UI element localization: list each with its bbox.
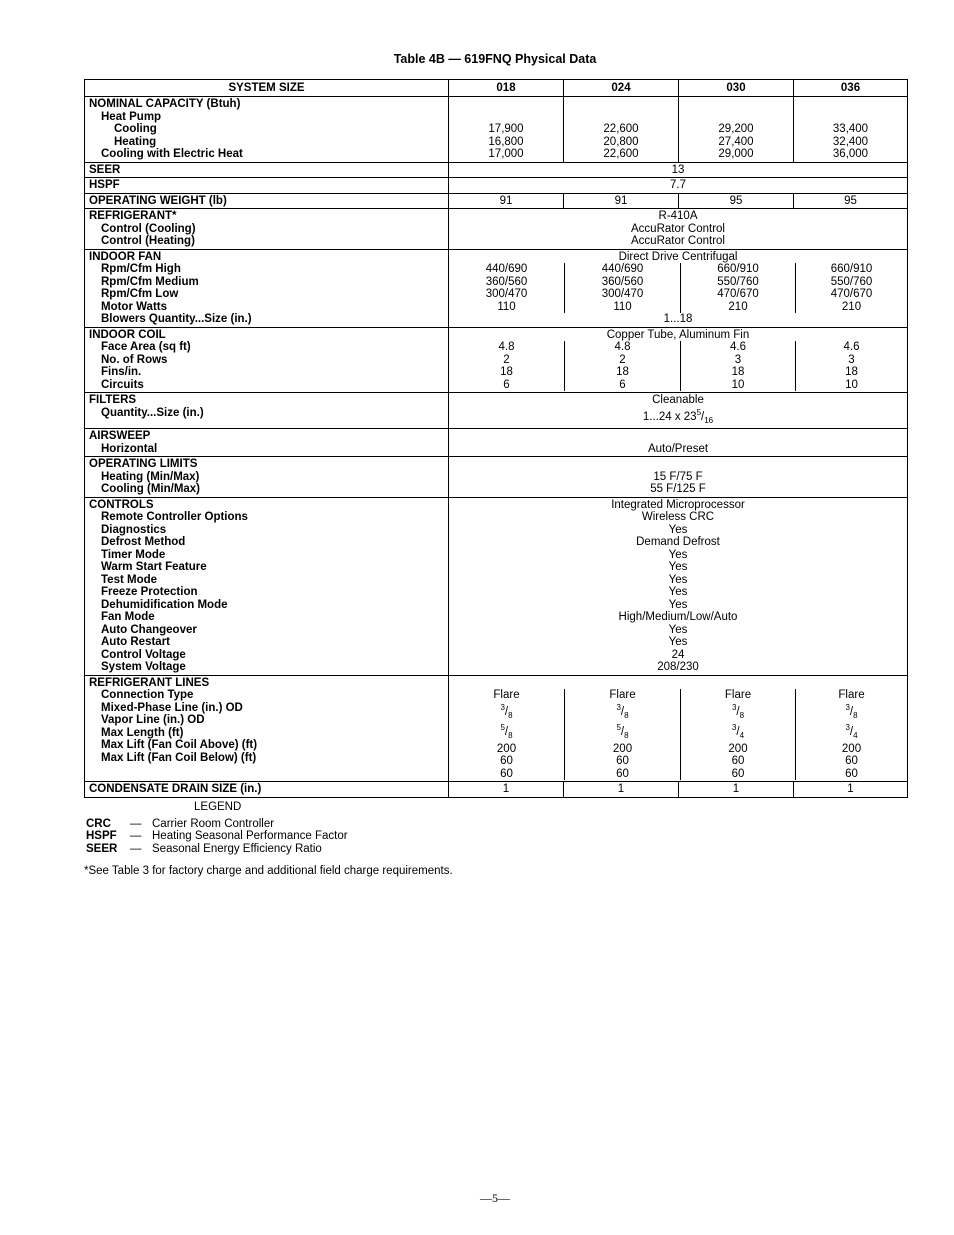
control-heating-value: AccuRator Control xyxy=(631,235,725,247)
table-title: Table 4B — 619FNQ Physical Data xyxy=(393,52,597,66)
indoor-fan-title: INDOOR FAN xyxy=(89,250,162,263)
rows-label: No. of Rows xyxy=(101,353,168,366)
weight-value: 91 xyxy=(564,193,679,209)
legend-item xyxy=(86,818,348,831)
control-heating-label: Control (Heating) xyxy=(101,235,195,247)
vapor-value: $^5/_8$ xyxy=(616,723,629,741)
filters-title: FILTERS xyxy=(89,394,137,406)
lift-above-label: Max Lift (Fan Coil Above) (ft) xyxy=(101,739,258,752)
system-size-header: SYSTEM SIZE xyxy=(85,80,449,97)
size-036-header: 036 xyxy=(794,80,908,97)
control-item-label: Control Voltage xyxy=(101,648,186,661)
face-area-label: Face Area (sq ft) xyxy=(101,341,191,353)
lift-below-value: 60 xyxy=(500,767,513,780)
capacity-heating-value: 27,400 xyxy=(718,135,754,148)
coil-value: 18 xyxy=(616,366,629,378)
legend-abbr: SEER xyxy=(86,842,118,855)
nominal-capacity-row xyxy=(85,97,908,163)
legend-title: LEGEND xyxy=(194,801,242,813)
legend-abbr: HSPF xyxy=(86,830,117,842)
mixed-phase-value: $^3/_8$ xyxy=(731,702,745,720)
airsweep-title: AIRSWEEP xyxy=(89,430,151,443)
condensate-value: 1 xyxy=(794,782,908,798)
control-item-value: 208/230 xyxy=(657,661,699,674)
control-item-label: Defrost Method xyxy=(101,536,186,549)
fan-value: 470/670 xyxy=(830,288,873,300)
fan-value: 210 xyxy=(728,300,748,313)
fan-low-label: Rpm/Cfm Low xyxy=(101,288,179,300)
connection-type-label: Connection Type xyxy=(101,689,194,702)
connection-value: Flare xyxy=(724,689,752,702)
seer-row xyxy=(85,162,908,178)
lift-below-label: Max Lift (Fan Coil Below) (ft) xyxy=(101,751,257,764)
fan-medium-label: Rpm/Cfm Medium xyxy=(101,275,199,288)
operating-limits-title: OPERATING LIMITS xyxy=(89,458,198,471)
fan-value: 660/910 xyxy=(717,263,759,275)
capacity-electric-value: 17,000 xyxy=(488,148,524,160)
capacity-electric-value: 22,600 xyxy=(603,148,639,160)
capacity-electric-value: 36,000 xyxy=(832,148,869,160)
capacity-heating-value: 16,800 xyxy=(488,135,524,148)
vapor-line-label: Vapor Line (in.) OD xyxy=(101,714,205,727)
control-item-value: Yes xyxy=(668,598,688,611)
control-item-value: Yes xyxy=(668,523,688,536)
fan-value: 210 xyxy=(841,300,862,313)
control-item-label: Remote Controller Options xyxy=(101,511,248,524)
control-item-value: Yes xyxy=(668,561,688,574)
capacity-cooling-value: 29,200 xyxy=(718,123,754,135)
cooling-label: Cooling xyxy=(114,123,157,135)
fan-value: 550/760 xyxy=(717,275,759,288)
hspf-label: HSPF xyxy=(89,179,120,191)
refrigerant-lines-row xyxy=(85,675,908,782)
coil-value: 18 xyxy=(845,366,858,378)
condensate-row xyxy=(85,782,908,798)
indoor-fan-row xyxy=(85,249,908,327)
capacity-cooling-value: 33,400 xyxy=(832,123,869,135)
lift-below-value: 60 xyxy=(616,767,629,780)
control-cooling-value: AccuRator Control xyxy=(631,222,725,235)
legend-item xyxy=(86,830,348,843)
max-length-value: 200 xyxy=(496,742,517,755)
lift-above-value: 60 xyxy=(731,755,745,768)
control-item-value: Wireless CRC xyxy=(641,511,715,524)
coil-value: 18 xyxy=(731,366,745,378)
connection-value: Flare xyxy=(493,689,520,702)
legend-dash: — xyxy=(130,817,142,830)
condensate-value: 1 xyxy=(679,782,794,798)
coil-value: 3 xyxy=(734,353,742,366)
condensate-label: CONDENSATE DRAIN SIZE (in.) xyxy=(89,783,262,796)
control-item-value: Yes xyxy=(668,623,688,636)
airsweep-row xyxy=(85,429,908,457)
capacity-heating-value: 32,400 xyxy=(832,135,869,148)
physical-data-table xyxy=(84,79,908,798)
coil-value: 4.6 xyxy=(730,341,746,353)
refrigerant-lines-title: REFRIGERANT LINES xyxy=(89,676,210,689)
control-item-label: Dehumidification Mode xyxy=(101,598,228,611)
capacity-electric-value: 29,000 xyxy=(718,148,754,160)
control-item-value: High/Medium/Low/Auto xyxy=(618,611,738,624)
limits-heating-value: 15 F/75 F xyxy=(653,470,703,483)
legend-dash: — xyxy=(130,842,142,855)
fan-value: 470/670 xyxy=(717,288,759,300)
filter-size: 1...24 x $23^5/_{16}$ xyxy=(642,407,714,425)
mixed-phase-value: $^3/_8$ xyxy=(845,702,858,720)
electric-heat-label: Cooling with Electric Heat xyxy=(101,148,243,160)
fan-value: 300/470 xyxy=(601,288,644,300)
coil-value: 3 xyxy=(848,353,855,366)
size-018-header: 018 xyxy=(449,80,564,97)
weight-value: 95 xyxy=(794,193,908,209)
footnote: *See Table 3 for factory charge and additional field charge requirements. xyxy=(84,865,453,877)
motor-watts-label: Motor Watts xyxy=(101,300,168,313)
limits-cooling-label: Cooling (Min/Max) xyxy=(101,483,201,496)
control-item-value: Yes xyxy=(668,636,688,649)
limits-cooling-value: 55 F/125 F xyxy=(650,483,706,496)
operating-weight-row xyxy=(85,193,908,209)
weight-value: 95 xyxy=(679,193,794,209)
lift-below-value: 60 xyxy=(731,767,745,780)
filter-qty-label: Quantity...Size (in.) xyxy=(101,406,204,419)
operating-limits-row xyxy=(85,457,908,498)
refrigerant-type: R-410A xyxy=(658,210,698,222)
header-row xyxy=(85,80,908,97)
vapor-value: $^3/_4$ xyxy=(731,723,745,741)
legend xyxy=(86,801,348,855)
mixed-phase-value: $^3/_8$ xyxy=(616,702,629,720)
condensate-value: 1 xyxy=(564,782,679,798)
size-024-header: 024 xyxy=(564,80,679,97)
refrigerant-row xyxy=(85,209,908,250)
coil-value: 10 xyxy=(731,378,745,391)
control-item-label: Warm Start Feature xyxy=(101,561,207,574)
control-item-label: Fan Mode xyxy=(101,611,155,624)
legend-text: Heating Seasonal Performance Factor xyxy=(152,830,348,842)
control-item-value: Yes xyxy=(668,548,688,561)
coil-value: 10 xyxy=(845,378,858,391)
operating-weight-label: OPERATING WEIGHT (lb) xyxy=(89,194,227,207)
coil-value: 2 xyxy=(619,353,626,366)
weight-value: 91 xyxy=(449,193,564,209)
blowers-value: 1...18 xyxy=(663,313,693,325)
fan-value: 660/910 xyxy=(830,263,873,275)
hspf-value: 7.7 xyxy=(449,178,908,194)
mixed-phase-label: Mixed-Phase Line (in.) OD xyxy=(101,701,243,714)
vapor-value: $^3/_4$ xyxy=(845,723,858,741)
capacity-cooling-value: 22,600 xyxy=(603,123,639,135)
fan-value: 440/690 xyxy=(485,263,528,275)
controls-title: CONTROLS xyxy=(89,498,154,511)
control-item-value: Yes xyxy=(668,573,688,586)
fan-value: 360/560 xyxy=(601,275,644,288)
lift-below-value: 60 xyxy=(845,767,858,780)
coil-value: 18 xyxy=(500,366,513,378)
legend-abbr: CRC xyxy=(86,817,111,830)
nominal-capacity-title: NOMINAL CAPACITY (Btuh) xyxy=(89,98,241,110)
legend-dash: — xyxy=(130,830,142,842)
control-item-label: Diagnostics xyxy=(101,523,167,536)
coil-value: 4.8 xyxy=(614,341,631,353)
size-030-header: 030 xyxy=(679,80,794,97)
circuits-label: Circuits xyxy=(101,378,144,391)
fins-label: Fins/in. xyxy=(101,366,142,378)
filter-type: Cleanable xyxy=(652,394,704,406)
airsweep-value: Auto/Preset xyxy=(647,442,709,455)
mixed-phase-value: $^3/_8$ xyxy=(500,702,513,720)
refrigerant-title: REFRIGERANT* xyxy=(89,210,177,222)
vapor-value: $^5/_8$ xyxy=(500,723,513,741)
page-number: —5— xyxy=(480,1191,510,1205)
control-item-label: Timer Mode xyxy=(101,548,166,561)
coil-value: 6 xyxy=(619,378,626,391)
control-item-label: Auto Restart xyxy=(101,636,171,649)
condensate-value: 1 xyxy=(449,782,564,798)
max-length-value: 200 xyxy=(728,742,748,755)
max-length-value: 200 xyxy=(841,742,862,755)
heating-label: Heating xyxy=(114,135,157,148)
lift-above-value: 60 xyxy=(845,755,858,768)
control-item-value: Demand Defrost xyxy=(636,536,720,549)
legend-item xyxy=(86,843,348,856)
control-item-label: System Voltage xyxy=(101,661,186,674)
seer-label: SEER xyxy=(89,163,121,176)
max-length-value: 200 xyxy=(612,742,633,755)
indoor-coil-title: INDOOR COIL xyxy=(89,328,166,341)
lift-above-value: 60 xyxy=(500,755,513,768)
coil-value: 4.8 xyxy=(498,341,515,353)
connection-value: Flare xyxy=(609,689,636,702)
fan-value: 440/690 xyxy=(601,263,644,275)
indoor-coil-type: Copper Tube, Aluminum Fin xyxy=(606,328,750,341)
legend-text: Carrier Room Controller xyxy=(152,817,275,830)
hspf-row xyxy=(85,178,908,194)
control-item-value: Yes xyxy=(668,586,688,599)
fan-value: 550/760 xyxy=(830,275,873,288)
controls-row xyxy=(85,497,908,675)
blowers-label: Blowers Quantity...Size (in.) xyxy=(101,313,252,325)
control-item-label: Freeze Protection xyxy=(101,586,198,599)
fan-value: 300/470 xyxy=(485,288,528,300)
control-item-label: Test Mode xyxy=(101,573,158,586)
controls-type: Integrated Microprocessor xyxy=(611,498,745,511)
indoor-coil-row xyxy=(85,327,908,393)
fan-value: 110 xyxy=(613,300,632,313)
legend-text: Seasonal Energy Efficiency Ratio xyxy=(152,842,322,855)
coil-value: 2 xyxy=(503,353,510,366)
max-length-label: Max Length (ft) xyxy=(101,726,184,739)
control-item-label: Auto Changeover xyxy=(101,623,197,636)
seer-value: 13 xyxy=(449,162,908,178)
heat-pump-label: Heat Pump xyxy=(101,110,162,123)
coil-value: 6 xyxy=(503,378,510,391)
capacity-heating-value: 20,800 xyxy=(603,135,639,148)
lift-above-value: 60 xyxy=(616,755,629,768)
capacity-cooling-value: 17,900 xyxy=(488,123,524,135)
coil-value: 4.6 xyxy=(843,341,860,353)
filters-row xyxy=(85,393,908,429)
horizontal-label: Horizontal xyxy=(101,442,158,455)
control-item-value: 24 xyxy=(671,648,685,661)
indoor-fan-type: Direct Drive Centrifugal xyxy=(618,250,738,263)
connection-value: Flare xyxy=(838,689,865,702)
fan-high-label: Rpm/Cfm High xyxy=(101,263,181,275)
fan-value: 360/560 xyxy=(485,275,528,288)
limits-heating-label: Heating (Min/Max) xyxy=(101,470,200,483)
control-cooling-label: Control (Cooling) xyxy=(101,222,196,235)
fan-value: 110 xyxy=(497,300,516,313)
